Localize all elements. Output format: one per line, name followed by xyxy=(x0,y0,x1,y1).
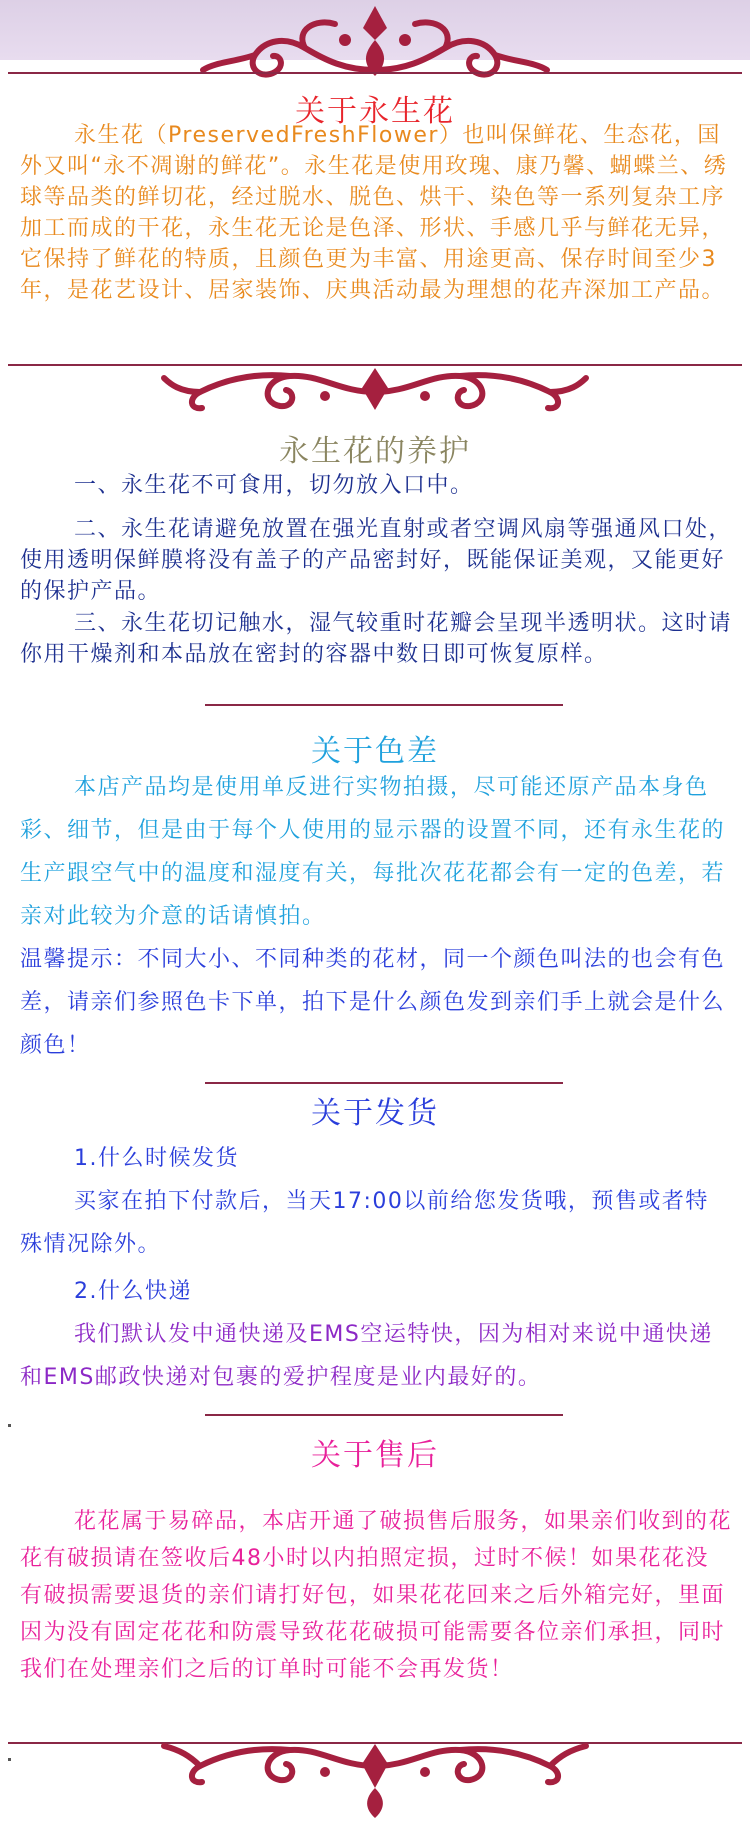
section-title-color-difference: 关于色差 xyxy=(311,734,439,769)
care-item-2: 二、永生花请避免放置在强光直射或者空调风扇等强通风口处，使用透明保鲜膜将没有盖子的产品密封好，既能保证美观，又能更好的保护产品。 xyxy=(20,517,733,604)
care-item-1: 一、永生花不可食用，切勿放入口中。 xyxy=(74,473,474,498)
shipping-answer-2: 我们默认发中通快递及EMS空运特快，因为相对来说中通快递和EMS邮政快递对包裹的爱护程度是业内最好的。 xyxy=(20,1322,713,1390)
warm-tip: 温馨提示：不同大小、不同种类的花材，同一个颜色叫法的也会有色差，请亲们参照色卡下单，拍下是什么颜色发到亲们手上就会是什么颜色！ xyxy=(20,947,726,1058)
divider-line xyxy=(8,72,742,74)
flourish-ornament xyxy=(160,362,590,418)
section-title-after-sale: 关于售后 xyxy=(311,1438,439,1473)
shipping-question-1: 1.什么时候发货 xyxy=(74,1146,239,1171)
shipping-question-2: 2.什么快递 xyxy=(74,1279,192,1304)
section-title-care: 永生花的养护 xyxy=(279,434,471,469)
stray-dot xyxy=(8,1424,11,1427)
section-title-preserved-flower: 关于永生花 xyxy=(295,94,455,129)
divider-line xyxy=(205,1414,563,1416)
flourish-ornament xyxy=(160,1736,590,1820)
divider-line xyxy=(205,704,563,706)
color-difference-description: 本店产品均是使用单反进行实物拍摄，尽可能还原产品本身色彩、细节，但是由于每个人使用的显示器的设置不同，还有永生花的生产跟空气中的温度和湿度有关，每批次花花都会有一定的色差，若亲对此较为介意的话请慎拍。 xyxy=(20,775,726,929)
shipping-answer-1: 买家在拍下付款后，当天17:00以前给您发货哦，预售或者特殊情况除外。 xyxy=(20,1189,709,1257)
stray-dot xyxy=(8,1758,11,1761)
care-item-3: 三、永生花切记触水，湿气较重时花瓣会呈现半透明状。这时请你用干燥剂和本品放在密封的容器中数日即可恢复原样。 xyxy=(20,611,733,667)
section-title-shipping: 关于发货 xyxy=(311,1096,439,1131)
after-sale-policy: 花花属于易碎品，本店开通了破损售后服务，如果亲们收到的花花有破损请在签收后48小时以内拍照定损，过时不候！如果花花没有破损需要退货的亲们请打好包，如果花花回来之后外箱完好，里面因为没有固定花花和防震导致花花破损可能需要各位亲们承担，同时我们在处理亲们之后的订单时可能不会再发货！ xyxy=(20,1509,733,1682)
divider-line xyxy=(205,1082,563,1084)
preserved-flower-description: 永生花（PreservedFreshFlower）也叫保鲜花、生态花，国外又叫“永不凋谢的鲜花”。永生花是使用玫瑰、康乃馨、蝴蝶兰、绣球等品类的鲜切花，经过脱水、脱色、烘干、染色等一系列复杂工序加工而成的干花，永生花无论是色泽、形状、手感几乎与鲜花无异，它保持了鲜花的特质，且颜色更为丰富、用途更高、保存时间至少3年，是花艺设计、居家装饰、庆典活动最为理想的花卉深加工产品。 xyxy=(20,123,728,303)
